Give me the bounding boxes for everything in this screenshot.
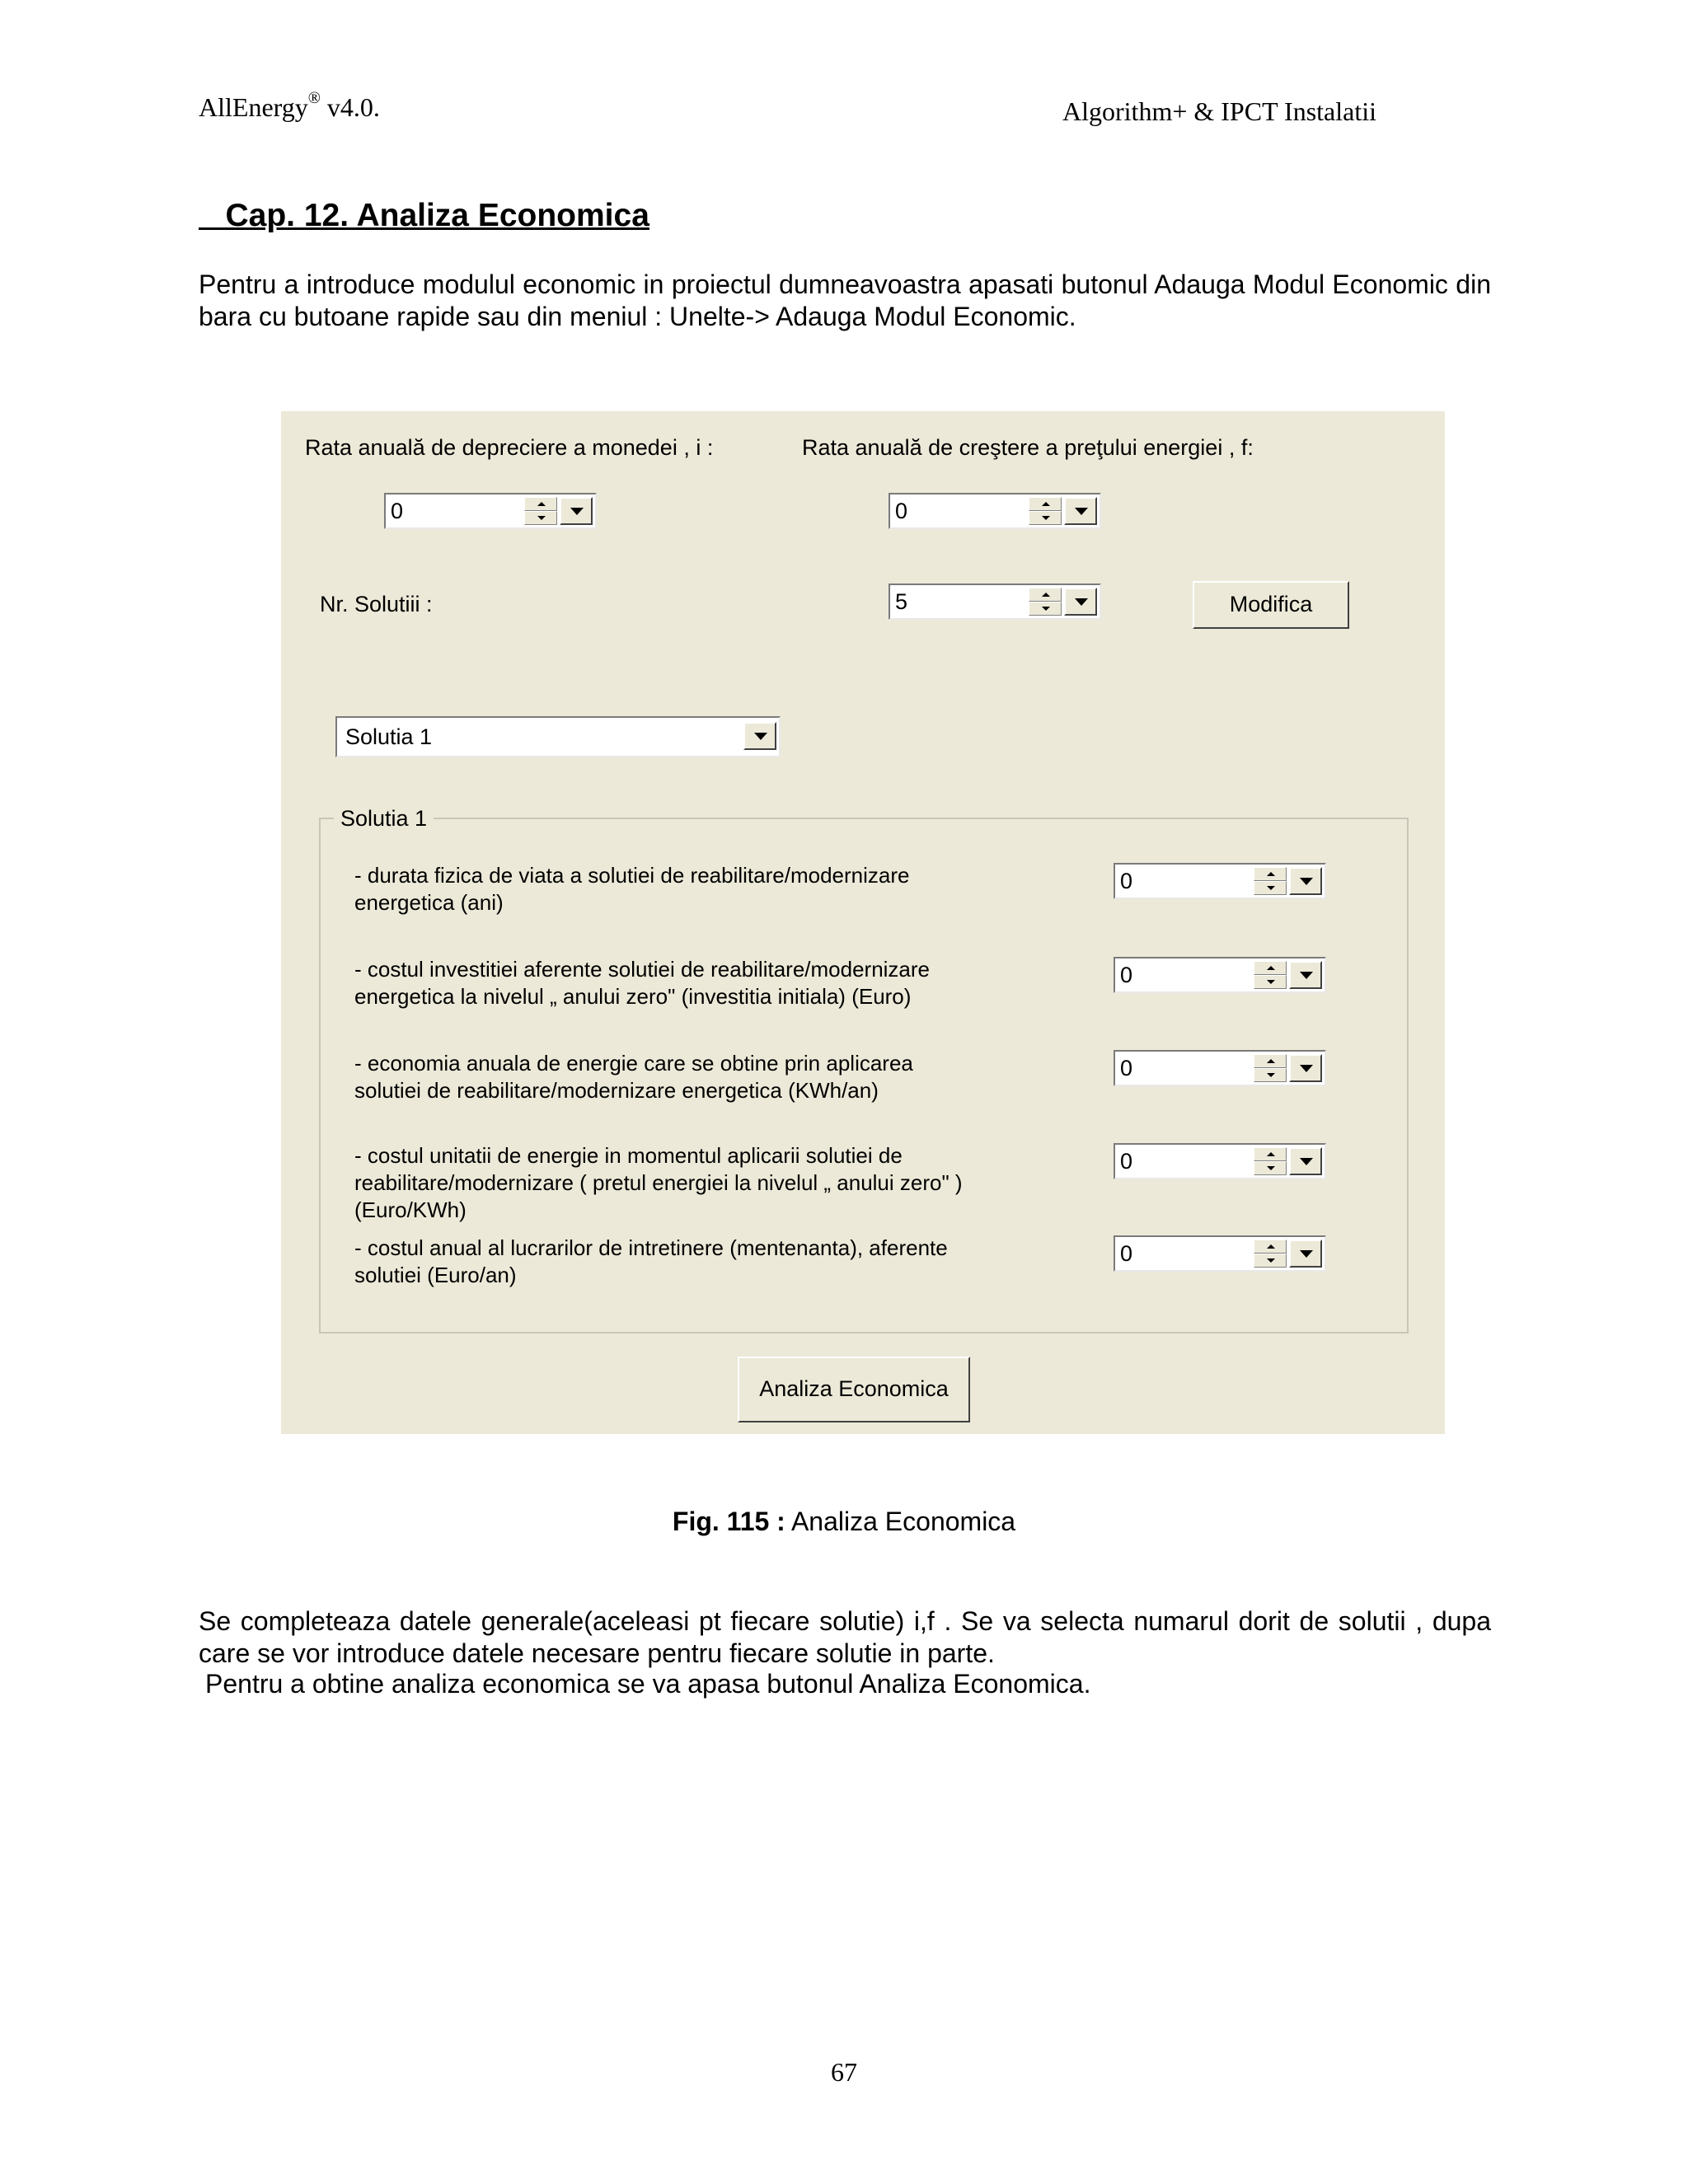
rate-i-label: Rata anuală de depreciere a monedei , i : xyxy=(305,435,714,460)
economic-module-dialog xyxy=(281,411,1445,1434)
field-label-costul-investitiei: - costul investitiei aferente solutiei de reabilitare/modernizare energetica la nivelul „ anului zero" (investitia initiala) (Euro) xyxy=(354,957,931,1009)
field-label-costul-anual: - costul anual al lucrarilor de intretinere (mentenanta), aferente solutiei (Euro/an) xyxy=(354,1235,948,1287)
intro-paragraph: Pentru a introduce modulul economic in proiectul dumneavoastra apasati butonul Adauga Modul Economic din bara cu butoane rapide sau din meniul : Unelte-> Adauga Modul Economic. xyxy=(199,269,1491,331)
nr-solutii-spinner[interactable] xyxy=(889,583,1101,620)
spin-down-icon[interactable] xyxy=(1029,602,1062,616)
dropdown-arrow-icon[interactable] xyxy=(1289,961,1322,989)
body-paragraph-2: Pentru a obtine analiza economica se va apasa butonul Analiza Economica. xyxy=(205,1669,1091,1699)
chapter-title: Cap. 12. Analiza Economica xyxy=(199,198,649,233)
costul-investitiei-spinner[interactable] xyxy=(1114,957,1326,993)
costul-anual-value: 0 xyxy=(1120,1241,1133,1266)
dropdown-arrow-icon[interactable] xyxy=(1289,1054,1322,1082)
field-label-costul-unitatii: - costul unitatii de energie in momentul aplicarii solutiei de reabilitare/modernizare ( pretul energiei la nivelul „ anului zero" ) (Euro/KWh) xyxy=(354,1143,963,1222)
registered-mark: ® xyxy=(307,89,321,107)
durata-spinner[interactable] xyxy=(1114,863,1326,899)
dropdown-arrow-icon[interactable] xyxy=(1064,588,1097,616)
rate-f-stepper[interactable] xyxy=(1029,497,1062,525)
header-brand: AllEnergy xyxy=(199,92,308,122)
costul-unitatii-spinner[interactable] xyxy=(1114,1143,1326,1179)
spin-up-icon[interactable] xyxy=(1254,1147,1287,1161)
body-paragraph: Se completeaza datele generale(aceleasi pt fiecare solutie) i,f . Se va selecta numarul dorit de solutii , dupa care se vor introduce datele necesare pentru fiecare solutie in parte. xyxy=(199,1606,1491,1668)
spin-up-icon[interactable] xyxy=(524,497,557,511)
nr-solutii-label: Nr. Solutiii : xyxy=(320,592,433,616)
spin-up-icon[interactable] xyxy=(1254,867,1287,881)
costul-investitiei-stepper[interactable] xyxy=(1254,961,1287,989)
running-header-right: Algorithm+ & IPCT Instalatii xyxy=(1062,96,1376,126)
solution-select-value: Solutia 1 xyxy=(345,724,433,749)
spin-down-icon[interactable] xyxy=(1254,1068,1287,1082)
costul-unitatii-stepper[interactable] xyxy=(1254,1147,1287,1175)
durata-stepper[interactable] xyxy=(1254,867,1287,895)
dropdown-arrow-icon[interactable] xyxy=(560,497,593,525)
costul-anual-spinner[interactable] xyxy=(1114,1235,1326,1272)
solution-group-title: Solutia 1 xyxy=(334,806,434,832)
dropdown-arrow-icon[interactable] xyxy=(1289,1147,1322,1175)
rate-i-spinner[interactable] xyxy=(384,493,597,529)
figure-text: Analiza Economica xyxy=(785,1507,1016,1536)
spin-down-icon[interactable] xyxy=(1254,1254,1287,1268)
spin-down-icon[interactable] xyxy=(1254,1161,1287,1175)
spin-up-icon[interactable] xyxy=(1029,588,1062,602)
costul-anual-stepper[interactable] xyxy=(1254,1240,1287,1268)
costul-unitatii-value: 0 xyxy=(1120,1149,1133,1174)
rate-f-spinner[interactable] xyxy=(889,493,1101,529)
solution-select[interactable] xyxy=(335,716,781,757)
nr-solutii-stepper[interactable] xyxy=(1029,588,1062,616)
chevron-down-icon[interactable] xyxy=(743,722,776,750)
header-version: v4.0. xyxy=(320,92,380,122)
field-label-durata: - durata fizica de viata a solutiei de reabilitare/modernizare energetica (ani) xyxy=(354,863,910,915)
economia-anuala-stepper[interactable] xyxy=(1254,1054,1287,1082)
spin-down-icon[interactable] xyxy=(1254,975,1287,989)
dropdown-arrow-icon[interactable] xyxy=(1289,867,1322,895)
spin-down-icon[interactable] xyxy=(524,511,557,525)
page-number: 67 xyxy=(831,2057,857,2087)
figure-caption xyxy=(0,1507,1688,1537)
spin-down-icon[interactable] xyxy=(1254,881,1287,895)
economia-anuala-value: 0 xyxy=(1120,1056,1133,1080)
economia-anuala-spinner[interactable] xyxy=(1114,1050,1326,1086)
dropdown-arrow-icon[interactable] xyxy=(1289,1240,1322,1268)
spin-up-icon[interactable] xyxy=(1254,1054,1287,1068)
modifica-button[interactable]: Modifica xyxy=(1193,581,1349,629)
durata-value: 0 xyxy=(1120,869,1133,893)
dropdown-arrow-icon[interactable] xyxy=(1064,497,1097,525)
figure-label: Fig. 115 : xyxy=(672,1507,785,1536)
rate-f-label: Rata anuală de creştere a preţului energiei , f: xyxy=(802,435,1254,460)
rate-i-value: 0 xyxy=(391,499,404,523)
rate-f-value: 0 xyxy=(895,499,908,523)
costul-investitiei-value: 0 xyxy=(1120,963,1133,987)
running-header-left xyxy=(199,89,380,123)
analiza-economica-button[interactable]: Analiza Economica xyxy=(738,1357,970,1422)
spin-down-icon[interactable] xyxy=(1029,511,1062,525)
spin-up-icon[interactable] xyxy=(1254,961,1287,975)
rate-i-stepper[interactable] xyxy=(524,497,557,525)
spin-up-icon[interactable] xyxy=(1254,1240,1287,1254)
spin-up-icon[interactable] xyxy=(1029,497,1062,511)
nr-solutii-value: 5 xyxy=(895,589,908,614)
field-label-economia-anuala: - economia anuala de energie care se obtine prin aplicarea solutiei de reabilitare/modernizare energetica (KWh/an) xyxy=(354,1051,913,1103)
